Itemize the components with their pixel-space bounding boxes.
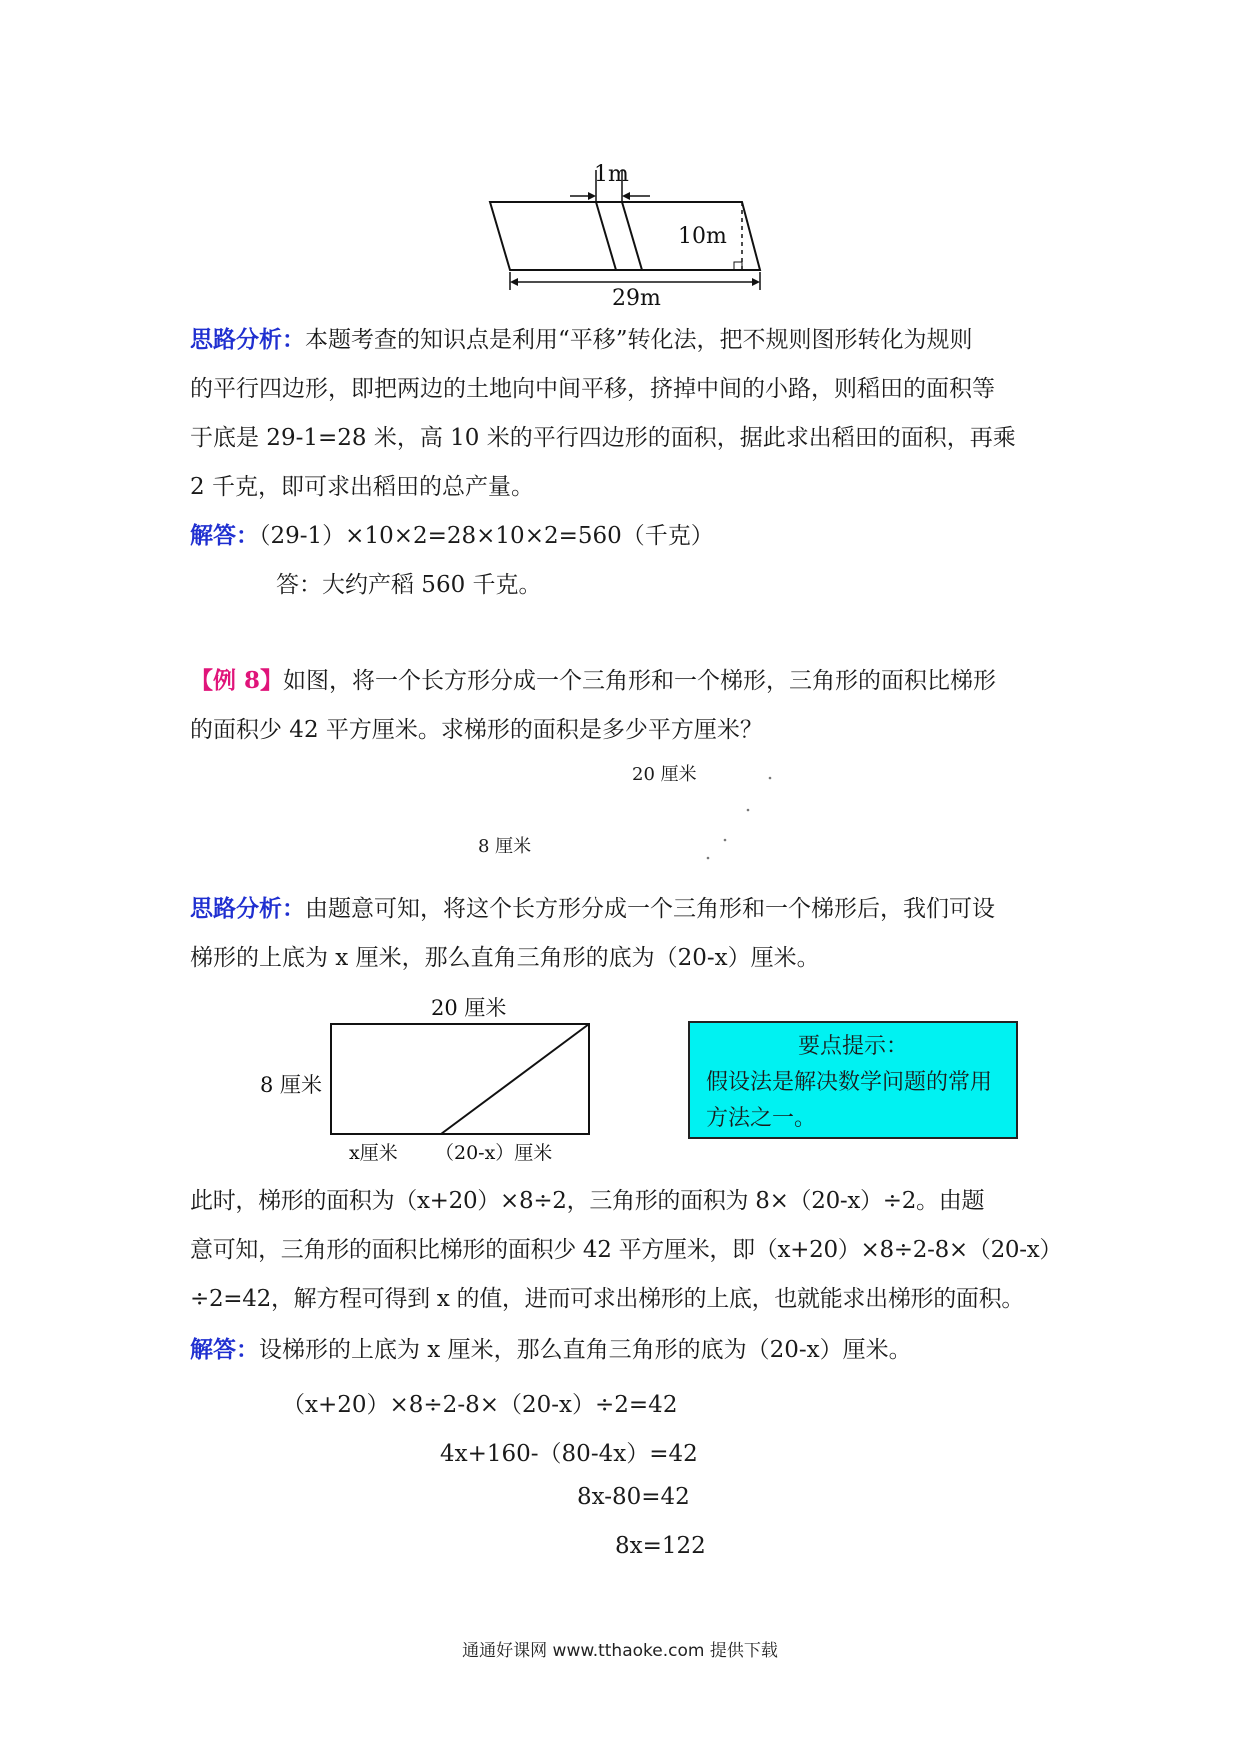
analysis-line: 意可知，三角形的面积比梯形的面积少 42 平方厘米，即（x+20）×8÷2-8×（20-x） [190,1237,1063,1263]
base-label: 29m [612,286,661,310]
analysis-label: 思路分析： [190,895,305,922]
hint-line: 假设法是解决数学问题的常用 [706,1070,993,1095]
faded-side-label: 8 厘米 [478,836,532,857]
answer-1 [190,511,1060,610]
parallelogram-figure [470,160,770,310]
answer-line: （29-1）×10×2=28×10×2=560（千克） [259,523,714,549]
analysis-line: 由题意可知，将这个长方形分成一个三角形和一个梯形后，我们可设 [305,896,995,922]
example-tag: 【例 8】 [190,667,284,694]
answer-label: 解答： [190,522,259,549]
example-line: 的面积少 42 平方厘米。求梯形的面积是多少平方厘米？ [190,717,763,743]
equation-step-1: （x+20）×8÷2-8×（20-x）÷2=42 [282,1392,678,1418]
analysis-line: ÷2=42，解方程可得到 x 的值，进而可求出梯形的上底，也就能求出梯形的面积。 [190,1286,1025,1312]
analysis-line: 梯形的上底为 x 厘米，那么直角三角形的底为（20-x）厘米。 [190,945,820,971]
rect-bottom-left-label: x厘米 [349,1142,398,1164]
height-label: 10m [678,224,727,249]
answer-conclusion: 答：大约产稻 560 千克。 [276,572,542,598]
analysis-3 [190,1177,1063,1324]
analysis-line: 于底是 29-1=28 米，高 10 米的平行四边形的面积，据此求出稻田的面积，再乘 [190,425,1016,451]
answer-2 [190,1325,1060,1375]
width-label: 1m [594,162,629,187]
rectangle-figure [255,992,595,1164]
answer-line: 设梯形的上底为 x 厘米，那么直角三角形的底为（20-x）厘米。 [259,1337,912,1363]
analysis-line: 2 千克，即可求出稻田的总产量。 [190,474,534,500]
example-8 [190,656,1060,755]
hint-title: 要点提示： [797,1034,908,1059]
analysis-label: 思路分析： [190,326,305,353]
analysis-1 [190,315,1060,512]
rect-bottom-right-label: （20-x）厘米 [435,1142,553,1164]
hint-line: 方法之一。 [706,1106,817,1131]
rect-side-label: 8 厘米 [260,1073,323,1097]
rect-top-label: 20 厘米 [431,996,507,1020]
analysis-2 [190,884,1060,983]
example-line: 如图，将一个长方形分成一个三角形和一个梯形，三角形的面积比梯形 [283,668,997,694]
footer-credit: 通通好课网 www.tthaoke.com 提供下载 [462,1641,778,1661]
equation-step-2: 4x+160-（80-4x）=42 [440,1441,698,1467]
analysis-line: 的平行四边形，即把两边的土地向中间平移，挤掉中间的小路，则稻田的面积等 [190,376,995,402]
analysis-line: 此时，梯形的面积为（x+20）×8÷2，三角形的面积为 8×（20-x）÷2。由题 [190,1188,985,1214]
answer-label: 解答： [190,1336,259,1363]
faded-top-label: 20 厘米 [632,764,697,785]
hint-box [688,1021,1018,1139]
equation-step-4: 8x=122 [615,1533,706,1559]
analysis-line: 本题考查的知识点是利用“平移”转化法，把不规则图形转化为规则 [305,327,973,353]
equation-step-3: 8x-80=42 [577,1484,690,1510]
faded-diagonal-dots [670,770,780,870]
